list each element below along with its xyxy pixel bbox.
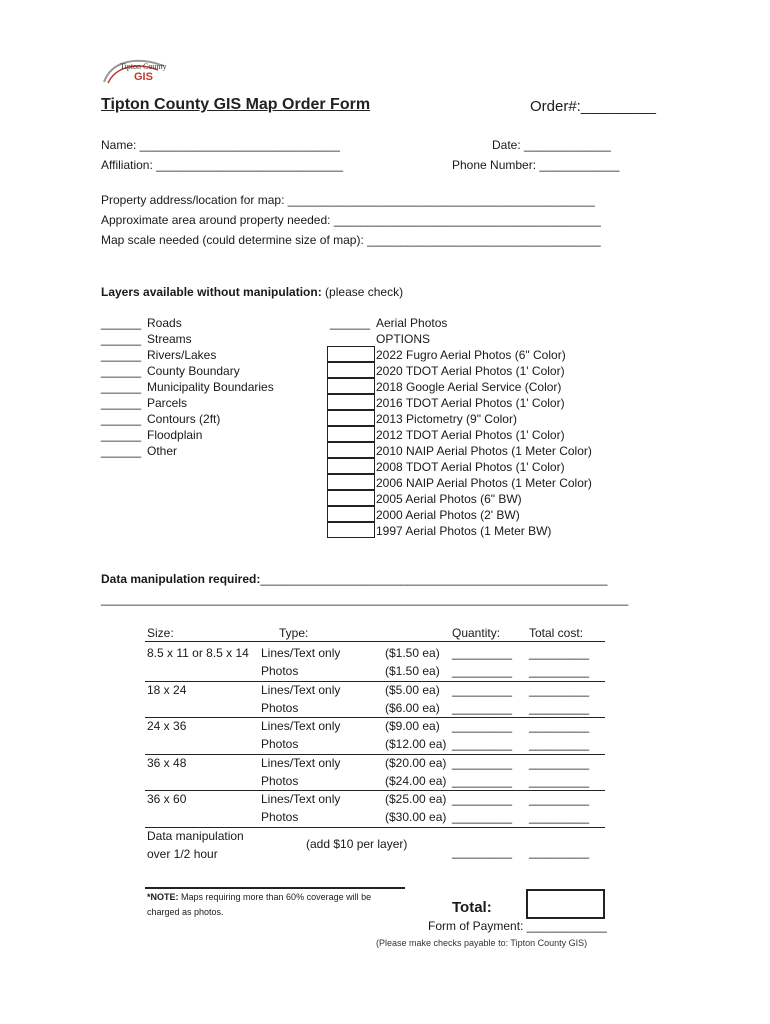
aerial-option-checkbox[interactable] — [327, 378, 375, 394]
aerial-option-checkbox[interactable] — [327, 362, 375, 378]
type-label: Lines/Text only — [261, 755, 341, 770]
price-label: ($24.00 ea) — [385, 773, 447, 788]
date-field[interactable]: Date: _____________ — [492, 138, 611, 152]
layer-label: Municipality Boundaries — [147, 380, 274, 394]
price-label: ($25.00 ea) — [385, 792, 447, 806]
quantity-blank[interactable]: _________ — [452, 664, 513, 678]
layer-label: Roads — [147, 316, 182, 330]
quantity-blank[interactable]: _________ — [452, 844, 513, 859]
quantity-blank[interactable]: _________ — [452, 755, 513, 770]
manipulation-label: Data manipulation required: — [101, 572, 261, 586]
aerial-option-checkbox[interactable] — [327, 426, 375, 442]
aerial-option-label: 2008 TDOT Aerial Photos (1' Color) — [376, 460, 565, 474]
aerial-option-label: 2013 Pictometry (9" Color) — [376, 412, 517, 426]
type-label: Lines/Text only — [261, 646, 341, 660]
row-divider — [145, 717, 605, 718]
layer-label: Contours (2ft) — [147, 412, 221, 426]
layer-label: Streams — [147, 332, 192, 346]
total-blank[interactable]: _________ — [529, 664, 590, 678]
type-label: Photos — [261, 773, 299, 788]
layer-check-blank[interactable]: ______ — [101, 412, 142, 426]
aerial-option-checkbox[interactable] — [327, 522, 375, 538]
price-label: ($1.50 ea) — [385, 646, 440, 660]
aerial-option-label: 2022 Fugro Aerial Photos (6" Color) — [376, 348, 566, 362]
layer-check-blank[interactable]: ______ — [101, 332, 142, 346]
aerial-option-checkbox[interactable] — [327, 394, 375, 410]
form-title: Tipton County GIS Map Order Form — [101, 96, 371, 113]
aerial-option-label: 2016 TDOT Aerial Photos (1' Color) — [376, 396, 565, 410]
total-blank[interactable]: _________ — [529, 646, 590, 660]
aerial-option-label: 2012 TDOT Aerial Photos (1' Color) — [376, 428, 565, 442]
manipulation-line1: ____________________________________________________ — [260, 572, 608, 586]
logo-text-main: GIS — [134, 71, 153, 83]
layer-label: County Boundary — [147, 364, 240, 378]
type-label: Photos — [261, 810, 299, 824]
affiliation-field[interactable]: Affiliation: ____________________________ — [101, 158, 344, 172]
type-label: Lines/Text only — [261, 682, 341, 697]
type-label: Lines/Text only — [261, 792, 341, 806]
manipulation-price: (add $10 per layer) — [306, 836, 408, 851]
size-label: 18 x 24 — [147, 682, 187, 697]
layer-check-blank[interactable]: ______ — [101, 380, 142, 394]
layer-check-blank[interactable]: ______ — [101, 428, 142, 442]
aerial-option-checkbox[interactable] — [327, 506, 375, 522]
total-blank[interactable]: _________ — [529, 719, 590, 733]
aerial-option-label: 2020 TDOT Aerial Photos (1' Color) — [376, 364, 565, 378]
quantity-blank[interactable]: _________ — [452, 719, 513, 733]
total-blank[interactable]: _________ — [529, 792, 590, 806]
manipulation-size-line1: Data manipulation — [147, 828, 244, 843]
manipulation-line2[interactable]: _______________________________________________________________________________ — [101, 592, 629, 606]
quantity-blank[interactable]: _________ — [452, 700, 513, 715]
aerial-option-checkbox[interactable] — [327, 346, 375, 362]
price-label: ($5.00 ea) — [385, 682, 440, 697]
layer-check-blank[interactable]: ______ — [101, 348, 142, 362]
price-label: ($9.00 ea) — [385, 719, 440, 733]
aerial-option-label: 2018 Google Aerial Service (Color) — [376, 380, 562, 394]
quantity-blank[interactable]: _________ — [452, 682, 513, 697]
layers-heading — [101, 285, 403, 299]
layer-label: Floodplain — [147, 428, 203, 442]
price-label: ($6.00 ea) — [385, 700, 440, 715]
note-text: Maps requiring more than 60% coverage will be charged as photos. — [147, 892, 372, 917]
type-label: Photos — [261, 664, 299, 678]
price-label: ($30.00 ea) — [385, 810, 447, 824]
aerial-option-checkbox[interactable] — [327, 410, 375, 426]
total-blank[interactable]: _________ — [529, 682, 590, 697]
quantity-blank[interactable]: _________ — [452, 773, 513, 788]
aerial-option-label: 2000 Aerial Photos (2' BW) — [376, 508, 520, 522]
layer-check-blank[interactable]: ______ — [101, 316, 142, 330]
form-of-payment-field[interactable]: Form of Payment: ____________ — [428, 919, 607, 933]
type-label: Lines/Text only — [261, 719, 341, 733]
price-label: ($20.00 ea) — [385, 755, 447, 770]
header-quantity: Quantity: — [452, 626, 501, 640]
row-divider — [145, 790, 605, 791]
aerial-option-checkbox[interactable] — [327, 474, 375, 490]
layer-label: Parcels — [147, 396, 188, 410]
note-bold: *NOTE: — [147, 892, 179, 902]
aerial-option-checkbox[interactable] — [327, 442, 375, 458]
header-type: Type: — [279, 626, 309, 640]
coverage-note — [147, 890, 377, 920]
total-blank[interactable]: _________ — [529, 737, 590, 751]
size-label: 36 x 60 — [147, 792, 187, 806]
aerial-option-checkbox[interactable] — [327, 458, 375, 474]
tipton-gis-logo — [98, 52, 170, 88]
aerial-option-label: 1997 Aerial Photos (1 Meter BW) — [376, 524, 552, 538]
area-needed-field[interactable]: Approximate area around property needed: ________________________________________ — [101, 213, 601, 227]
options-label: OPTIONS — [376, 332, 431, 346]
price-label: ($12.00 ea) — [385, 737, 447, 751]
type-label: Photos — [261, 737, 299, 751]
aerial-option-checkbox[interactable] — [327, 490, 375, 506]
quantity-blank[interactable]: _________ — [452, 792, 513, 806]
total-blank[interactable]: _________ — [529, 755, 590, 770]
aerial-photos-label: Aerial Photos — [376, 316, 448, 330]
total-label: Total: — [452, 899, 492, 916]
quantity-blank[interactable]: _________ — [452, 737, 513, 751]
logo-text-top: Tipton County — [120, 62, 167, 71]
aerial-photos-blank[interactable]: ______ — [330, 316, 371, 330]
layers-heading-rest: (please check) — [321, 285, 404, 299]
header-divider — [145, 641, 605, 642]
layer-check-blank[interactable]: ______ — [101, 364, 142, 378]
quantity-blank[interactable]: _________ — [452, 810, 513, 824]
layer-label: Other — [147, 444, 178, 458]
header-size: Size: — [147, 626, 174, 640]
map-scale-field[interactable]: Map scale needed (could determine size of map): ___________________________________ — [101, 233, 601, 247]
total-blank[interactable]: _________ — [529, 810, 590, 824]
total-blank[interactable]: _________ — [529, 844, 590, 859]
layers-heading-bold: Layers available without manipulation: — [101, 285, 322, 299]
name-field[interactable]: Name: ______________________________ — [101, 138, 340, 152]
header-total: Total cost: — [529, 626, 584, 640]
layer-check-blank[interactable]: ______ — [101, 444, 142, 458]
size-label: 36 x 48 — [147, 755, 187, 770]
manipulation-size-line2: over 1/2 hour — [147, 846, 218, 861]
type-label: Photos — [261, 700, 299, 715]
order-number-field[interactable]: Order#:_________ — [530, 98, 656, 115]
price-label: ($1.50 ea) — [385, 664, 440, 678]
property-address-field[interactable]: Property address/location for map: ______________________________________________ — [101, 193, 595, 207]
aerial-option-label: 2005 Aerial Photos (6" BW) — [376, 492, 522, 506]
layer-check-blank[interactable]: ______ — [101, 396, 142, 410]
layer-label: Rivers/Lakes — [147, 348, 217, 362]
manipulation-required-field[interactable] — [101, 572, 607, 586]
aerial-option-label: 2010 NAIP Aerial Photos (1 Meter Color) — [376, 444, 592, 458]
size-label: 24 x 36 — [147, 719, 187, 733]
payable-note: (Please make checks payable to: Tipton County GIS) — [376, 938, 588, 948]
phone-field[interactable]: Phone Number: ____________ — [452, 158, 620, 172]
total-input-box[interactable] — [526, 889, 605, 919]
quantity-blank[interactable]: _________ — [452, 646, 513, 660]
total-blank[interactable]: _________ — [529, 700, 590, 715]
total-blank[interactable]: _________ — [529, 773, 590, 788]
note-divider — [145, 887, 405, 889]
aerial-option-label: 2006 NAIP Aerial Photos (1 Meter Color) — [376, 476, 592, 490]
size-label: 8.5 x 11 or 8.5 x 14 — [147, 646, 249, 660]
